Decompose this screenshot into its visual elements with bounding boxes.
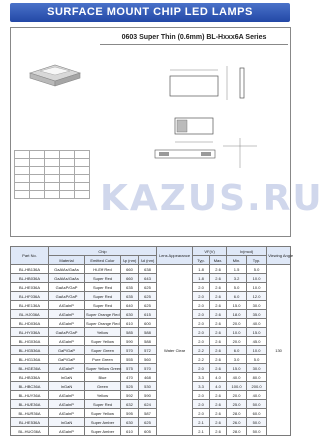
table-cell: 2.2 xyxy=(193,346,210,355)
table-cell: 15.0 xyxy=(247,328,267,337)
table-row xyxy=(11,292,291,301)
table-cell: AlGaInP xyxy=(49,364,85,373)
header-lens: Lens Appearance xyxy=(157,247,193,265)
table-cell: 40.0 xyxy=(247,319,267,328)
table-cell: BL-HGE36A xyxy=(11,364,49,373)
table-row xyxy=(11,337,291,346)
table-cell: InGaN xyxy=(49,382,85,391)
table-cell: 2.0 xyxy=(193,319,210,328)
table-cell: 635 xyxy=(121,292,139,301)
table-cell: 610 xyxy=(121,427,139,436)
table-cell: 2.0 xyxy=(193,337,210,346)
series-title: 0603 Super Thin (0.6mm) BL-Hxxx6A Series xyxy=(100,32,288,45)
table-cell: 3.3 xyxy=(193,373,210,382)
table-cell: 18.0 xyxy=(227,310,247,319)
table-cell: Super Green xyxy=(85,346,121,355)
table-cell: 590 xyxy=(139,391,157,400)
table-cell: 1.8 xyxy=(193,274,210,283)
table-cell: BL-HUO36A xyxy=(11,427,49,436)
table-cell: 572 xyxy=(139,346,157,355)
table-cell: 630 xyxy=(121,310,139,319)
table-cell: 643 xyxy=(139,274,157,283)
table-cell: Pure Green xyxy=(85,355,121,364)
table-cell: 625 xyxy=(139,418,157,427)
table-cell: AlGaInP xyxy=(49,337,85,346)
table-cell: BL-HUE36A xyxy=(11,400,49,409)
table-cell: InGaN xyxy=(49,418,85,427)
header-ld: λd (nm) xyxy=(139,256,157,265)
table-row xyxy=(11,319,291,328)
table-cell: 10.0 xyxy=(247,346,267,355)
table-cell: 6.0 xyxy=(227,292,247,301)
table-cell: Green xyxy=(85,382,121,391)
table-cell: Super Yellow xyxy=(85,337,121,346)
table-row xyxy=(11,409,291,418)
table-cell: Yellow xyxy=(85,328,121,337)
table-cell: 2.6 xyxy=(210,328,227,337)
table-cell: BL-HG536A xyxy=(11,346,49,355)
table-cell: 2.6 xyxy=(210,418,227,427)
table-cell: 28.0 xyxy=(227,409,247,418)
table-cell: BL-HUY36A xyxy=(11,391,49,400)
table-cell: BL-HG136A xyxy=(11,355,49,364)
table-cell: 10.0 xyxy=(247,283,267,292)
table-cell: 588 xyxy=(139,337,157,346)
table-cell: 595 xyxy=(121,409,139,418)
table-cell: 2.6 xyxy=(210,292,227,301)
table-cell: GaAsP/GaP xyxy=(49,283,85,292)
table-row xyxy=(11,382,291,391)
table-cell: Super Red xyxy=(85,274,121,283)
table-cell: 468 xyxy=(139,373,157,382)
table-cell: 2.6 xyxy=(210,409,227,418)
table-cell: BL-HJ036A xyxy=(11,310,49,319)
table-cell: 30.0 xyxy=(247,364,267,373)
table-cell: 2.0 xyxy=(193,301,210,310)
table-cell: 1.8 xyxy=(193,265,210,274)
table-cell: 20.0 xyxy=(227,391,247,400)
table-cell: Super Red xyxy=(85,292,121,301)
table-cell: 600 xyxy=(139,319,157,328)
table-cell: 5.0 xyxy=(247,355,267,364)
table-cell: 625 xyxy=(139,292,157,301)
table-cell: 635 xyxy=(121,283,139,292)
table-cell: 2.0 xyxy=(193,328,210,337)
table-cell: 2.0 xyxy=(193,310,210,319)
table-cell: AlGaInP xyxy=(49,391,85,400)
table-cell: 2.0 xyxy=(193,391,210,400)
table-cell: 588 xyxy=(139,328,157,337)
table-cell: GaP/GaP xyxy=(49,355,85,364)
table-cell: 2.6 xyxy=(210,310,227,319)
table-cell: Super Yellow xyxy=(85,409,121,418)
table-cell: 26.0 xyxy=(227,418,247,427)
header-angle: Viewing Angle xyxy=(267,247,291,265)
table-cell: 6.0 xyxy=(227,346,247,355)
table-cell: 605 xyxy=(139,427,157,436)
table-cell: 470 xyxy=(121,373,139,382)
spec-table xyxy=(10,246,294,436)
header-iv: Iv(mcd) xyxy=(227,247,267,256)
table-cell: GaAlAs/GaAs xyxy=(49,265,85,274)
table-cell: 4.0 xyxy=(210,373,227,382)
table-cell: 12.0 xyxy=(247,292,267,301)
table-cell: 15.0 xyxy=(227,364,247,373)
table-cell: Super Amber xyxy=(85,418,121,427)
table-cell: 5.0 xyxy=(247,265,267,274)
table-cell: BL-HB036A xyxy=(11,274,49,283)
table-cell: 20.0 xyxy=(227,319,247,328)
table-cell: BL-HE036A xyxy=(11,283,49,292)
table-cell: 5.0 xyxy=(227,283,247,292)
table-cell: 2.6 xyxy=(210,427,227,436)
table-row xyxy=(11,400,291,409)
table-cell: 2.6 xyxy=(210,400,227,409)
table-cell: 25.0 xyxy=(227,400,247,409)
lens-cell: Water Clear xyxy=(157,265,193,436)
table-cell: Super Yellow Green xyxy=(86,365,122,371)
table-cell: BL-HB336A xyxy=(11,373,49,382)
table-cell: 555 xyxy=(121,355,139,364)
table-cell: 638 xyxy=(139,265,157,274)
header-emitted: Emitted Color xyxy=(85,256,121,265)
table-cell: 40.0 xyxy=(227,373,247,382)
table-cell: 60.0 xyxy=(247,409,267,418)
table-cell: 590 xyxy=(121,337,139,346)
title-banner xyxy=(10,3,290,22)
table-cell: 4.0 xyxy=(210,382,227,391)
header-vf: VF(V) xyxy=(193,247,227,256)
table-cell: 2.6 xyxy=(210,355,227,364)
table-cell: 40.0 xyxy=(247,391,267,400)
table-cell: 624 xyxy=(139,400,157,409)
table-cell: 632 xyxy=(121,400,139,409)
table-cell: 2.1 xyxy=(193,427,210,436)
table-cell: 2.0 xyxy=(193,409,210,418)
table-row xyxy=(11,355,291,364)
table-cell: 2.6 xyxy=(210,283,227,292)
table-cell: 610 xyxy=(121,319,139,328)
table-cell: 50.0 xyxy=(247,400,267,409)
table-cell: 660 xyxy=(121,274,139,283)
table-cell: GaAsP/GaP xyxy=(49,328,85,337)
table-cell: 3.3 xyxy=(193,382,210,391)
table-row xyxy=(11,310,291,319)
table-cell: BL-HBC36A xyxy=(11,382,49,391)
header-vf-typ: Typ. xyxy=(193,256,210,265)
page-title: SURFACE MOUNT CHIP LED LAMPS xyxy=(47,6,253,18)
table-cell: 100.0 xyxy=(227,382,247,391)
package-drawing xyxy=(145,58,285,178)
table-row xyxy=(11,346,291,355)
table-cell: AlGaInP xyxy=(49,319,85,328)
table-cell: 2.6 xyxy=(210,319,227,328)
table-row xyxy=(11,373,291,382)
table-row xyxy=(11,265,291,274)
table-cell: Blue xyxy=(85,373,121,382)
table-cell: 2.0 xyxy=(193,364,210,373)
table-cell: 530 xyxy=(139,382,157,391)
table-cell: 625 xyxy=(139,283,157,292)
table-row xyxy=(11,364,291,373)
table-cell: 587 xyxy=(139,409,157,418)
table-cell: 585 xyxy=(121,328,139,337)
table-cell: 3.0 xyxy=(227,355,247,364)
table-cell: 575 xyxy=(121,364,139,373)
table-cell: 592 xyxy=(121,391,139,400)
table-cell: 615 xyxy=(139,310,157,319)
table-cell: AlGaInP xyxy=(49,427,85,436)
table-cell: 2.0 xyxy=(193,283,210,292)
table-cell: GaAlAs/GaAs xyxy=(49,274,85,283)
table-cell: 200.0 xyxy=(247,382,267,391)
table-cell: 28.0 xyxy=(227,427,247,436)
table-cell: BL-HF036A xyxy=(11,292,49,301)
table-cell: 2.0 xyxy=(193,292,210,301)
table-cell: Super Red xyxy=(85,283,121,292)
table-cell: 630 xyxy=(121,418,139,427)
table-cell: 20.0 xyxy=(227,337,247,346)
table-cell: Super Orange Red xyxy=(86,320,120,326)
table-cell: Hi-Eff Red xyxy=(85,265,121,274)
table-cell: 560 xyxy=(139,355,157,364)
header-iv-min: Min. xyxy=(227,256,247,265)
table-cell: 50.0 xyxy=(247,418,267,427)
table-cell: AlGaInP xyxy=(49,400,85,409)
table-cell: BL-HY036A xyxy=(11,328,49,337)
table-cell: BL-HG036A xyxy=(11,337,49,346)
table-cell: 2.6 xyxy=(210,391,227,400)
header-vf-max: Max. xyxy=(210,256,227,265)
table-cell: 35.0 xyxy=(247,310,267,319)
table-cell: 30.0 xyxy=(247,301,267,310)
table-cell: Super Amber xyxy=(85,427,121,436)
table-cell: 50.0 xyxy=(247,427,267,436)
header-lp: λp (nm) xyxy=(121,256,139,265)
table-cell: Yellow xyxy=(85,391,121,400)
table-cell: 15.0 xyxy=(227,301,247,310)
spec-table-body xyxy=(11,265,291,436)
angle-cell: 130 xyxy=(267,265,291,436)
table-row xyxy=(11,274,291,283)
table-cell: 2.6 xyxy=(210,364,227,373)
header-chip: Chip xyxy=(49,247,157,256)
table-cell: GaAsP/GaP xyxy=(49,292,85,301)
table-cell: 570 xyxy=(139,364,157,373)
table-row xyxy=(11,391,291,400)
table-cell: Super Red xyxy=(85,400,121,409)
table-row xyxy=(11,418,291,427)
table-cell: BL-HE536A xyxy=(11,418,49,427)
table-row xyxy=(11,328,291,337)
table-cell: 660 xyxy=(121,265,139,274)
table-cell: 625 xyxy=(139,301,157,310)
table-cell: 3.2 xyxy=(227,274,247,283)
table-cell: BL-HB136A xyxy=(11,265,49,274)
table-cell: 45.0 xyxy=(247,337,267,346)
table-cell: GaP/GaP xyxy=(49,346,85,355)
header-iv-typ: Typ. xyxy=(247,256,267,265)
table-cell: BL-HE136A xyxy=(11,301,49,310)
table-cell: AlGaInP xyxy=(49,310,85,319)
table-row xyxy=(11,301,291,310)
table-cell: 10.0 xyxy=(227,328,247,337)
table-cell: BL-HUR36A xyxy=(11,409,49,418)
table-cell: AlGaInP xyxy=(49,301,85,310)
header-part: Part No. xyxy=(11,247,49,265)
table-cell: 2.6 xyxy=(210,265,227,274)
table-cell: 525 xyxy=(121,382,139,391)
header-material: Material xyxy=(49,256,85,265)
absolute-rating-table xyxy=(14,150,90,199)
table-cell: 2.2 xyxy=(193,355,210,364)
table-cell: BL-HD036A xyxy=(11,319,49,328)
table-cell: 2.1 xyxy=(193,418,210,427)
led-illustration xyxy=(25,55,85,89)
table-cell: InGaN xyxy=(49,373,85,382)
table-cell: 2.6 xyxy=(210,274,227,283)
table-cell: 10.0 xyxy=(247,274,267,283)
table-cell: 2.6 xyxy=(210,337,227,346)
table-cell: 640 xyxy=(121,301,139,310)
table-cell: AlGaInP xyxy=(49,409,85,418)
watermark: KAZUS.RU xyxy=(100,178,324,219)
table-cell: Super Orange Red xyxy=(86,311,120,317)
table-row xyxy=(11,427,291,436)
table-cell: 2.6 xyxy=(210,301,227,310)
table-cell: 570 xyxy=(121,346,139,355)
table-cell: 80.0 xyxy=(247,373,267,382)
table-cell: Super Red xyxy=(85,301,121,310)
table-cell: 2.6 xyxy=(210,346,227,355)
table-cell: 1.5 xyxy=(227,265,247,274)
table-cell: 2.0 xyxy=(193,400,210,409)
table-row xyxy=(11,283,291,292)
